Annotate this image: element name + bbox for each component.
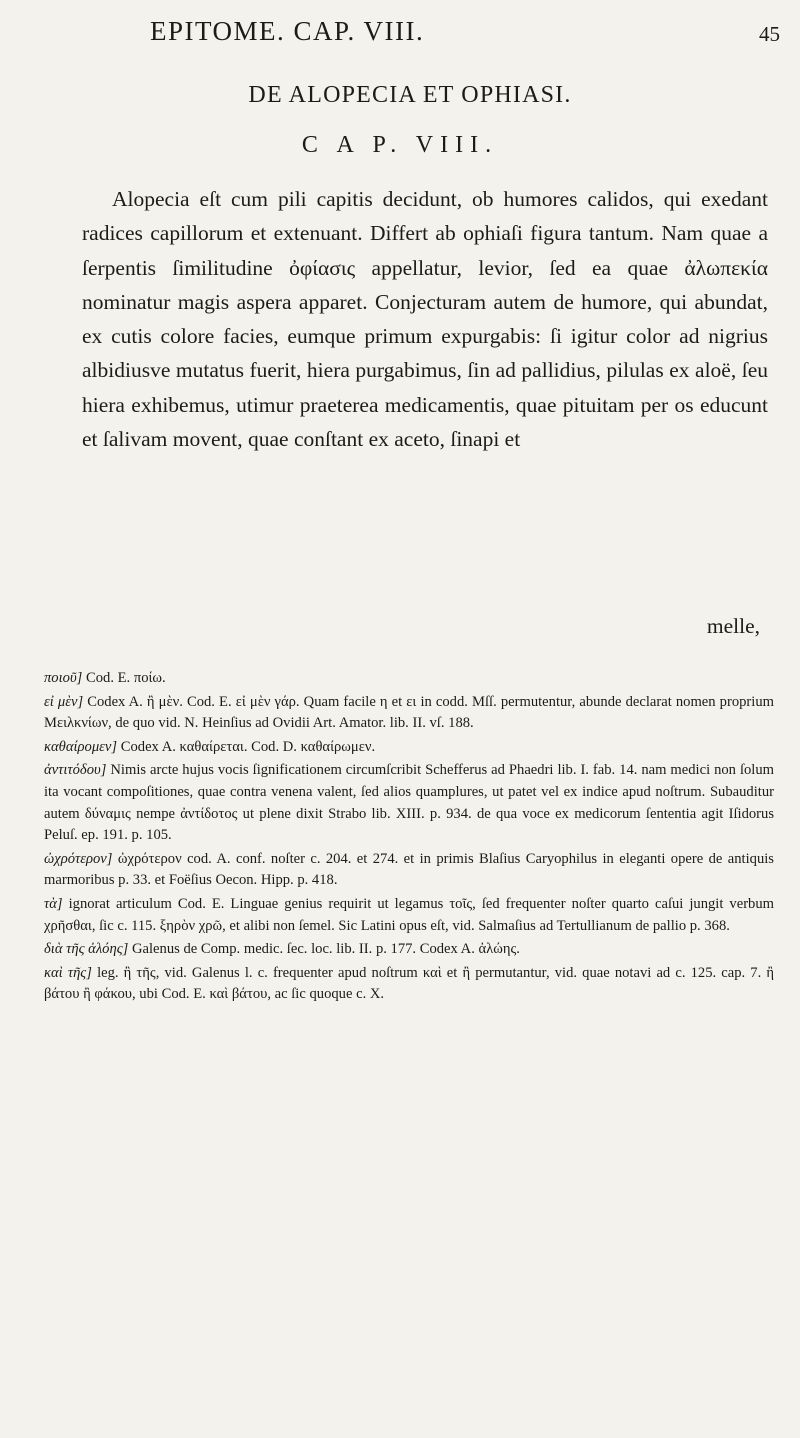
footnote-lemma: ὠχρότερον]	[44, 850, 113, 867]
footnote-text: Codex A. ἢ μὲν. Cod. E. εἰ μὲν γάρ. Quam facile η et ει in codd. Mſſ. permutentur, abunde declarat nomen proprium Μειλκνίων, de quo vid. N. Heinſius ad Ovidii Art. Amator. lib. II. vſ. 188.	[44, 693, 774, 732]
footnote-text: Nimis arcte hujus vocis ſignificationem circumſcribit Schefferus ad Phaedri lib. I. fab. 14. nam medici non ſolum ita vocant compoſitiones, quae contra venena valent, ſed alios quamplures, ut patet vel ex indice apud noſtrum. Subauditur autem δύναμις nempe ἀντίδοτος ut plene dixit Strabo lib. XIII. p. 934. de qua voce ex medicorum ſententia agit Iſidorus Peluſ. ep. 191. p. 105.	[44, 762, 774, 844]
footnote-text: ignorat articulum Cod. E. Linguae genius requirit ut legamus τοῖς, ſed frequenter noſter quarto caſui jungit verbum χρῆσθαι, ſic c. 115. ξηρὸν χρῶ, et alibi non ſemel. Sic Latini opus eſt, vid. Salmaſius ad Tertullianum de pallio p. 368.	[44, 895, 774, 934]
footnote-text: Codex A. καθαίρεται. Cod. D. καθαίρωμεν.	[120, 738, 376, 755]
footnote-lemma: ἀντιτόδου]	[44, 762, 107, 779]
footnote	[44, 849, 774, 892]
footnote-lemma: διὰ τῆς ἀλόης]	[44, 941, 129, 958]
footnote-text: leg. ἢ τῆς, vid. Galenus l. c. frequenter apud noſtrum καὶ et ἢ permutantur, vid. quae notavi ad c. 125. cap. 7. ἢ βάτου ἢ φάκου, ubi Cod. E. καὶ βάτου, ac ſic quoque c. X.	[44, 964, 775, 1003]
running-head	[0, 8, 800, 48]
footnote-lemma: εἰ μὲν]	[44, 693, 84, 710]
main-paragraph: Alopecia eſt cum pili capitis decidunt, ob humores calidos, qui exedant radices capillorum et extenuant. Differt ab ophiaſi figura tantum. Nam quae a ſerpentis ſimilitudine ὀφίασις appellatur, levior, ſed ea quae ἀλωπεκία nominatur magis aspera apparet. Conjecturam autem de humore, qui abundat, ex cutis colore facies, eumque primum expurgabis: ſi igitur color ad nigrius albidiusve mutatus fuerit, hiera purgabimus, ſin ad pallidius, pilulas ex aloë, ſeu hiera exhibemus, utimur praeterea medicamentis, quae pituitam per os educunt et ſalivam movent, quae conſtant ex aceto, ſinapi et	[82, 187, 768, 452]
chapter-number: C A P. VIII.	[301, 132, 499, 158]
footnote-text: Galenus de Comp. medic. ſec. loc. lib. II. p. 177. Codex A. ἀλώης.	[131, 941, 520, 958]
footnote	[44, 939, 774, 961]
footnote-text: ὠχρότερον cod. A. conf. noſter c. 204. et 274. et in primis Blaſius Caryophilus in eleganti opere de antiquis marmoribus p. 33. et Foëſius Oecon. Hipp. p. 418.	[44, 850, 774, 889]
main-text	[82, 182, 768, 456]
footnote	[44, 737, 774, 759]
footnote-lemma: καθαίρομεν]	[44, 738, 118, 755]
footnote	[44, 963, 774, 1006]
footnote	[44, 894, 774, 937]
footnotes	[44, 668, 774, 1007]
footnote	[44, 668, 774, 690]
footnote-lemma: καὶ τῆς]	[44, 964, 92, 981]
page-number: 45	[759, 22, 780, 46]
footnote-lemma: ποιοῦ]	[44, 670, 83, 686]
running-title: EPITOME. CAP. VIII.	[150, 16, 425, 46]
footnote	[44, 760, 774, 846]
catchword: melle,	[706, 614, 760, 638]
footnote-lemma: τὰ]	[44, 895, 63, 912]
chapter-title: DE ALOPECIA ET OPHIASI.	[248, 82, 572, 108]
footnote	[44, 692, 774, 735]
footnote-text: Cod. E. ποίω.	[86, 670, 166, 686]
